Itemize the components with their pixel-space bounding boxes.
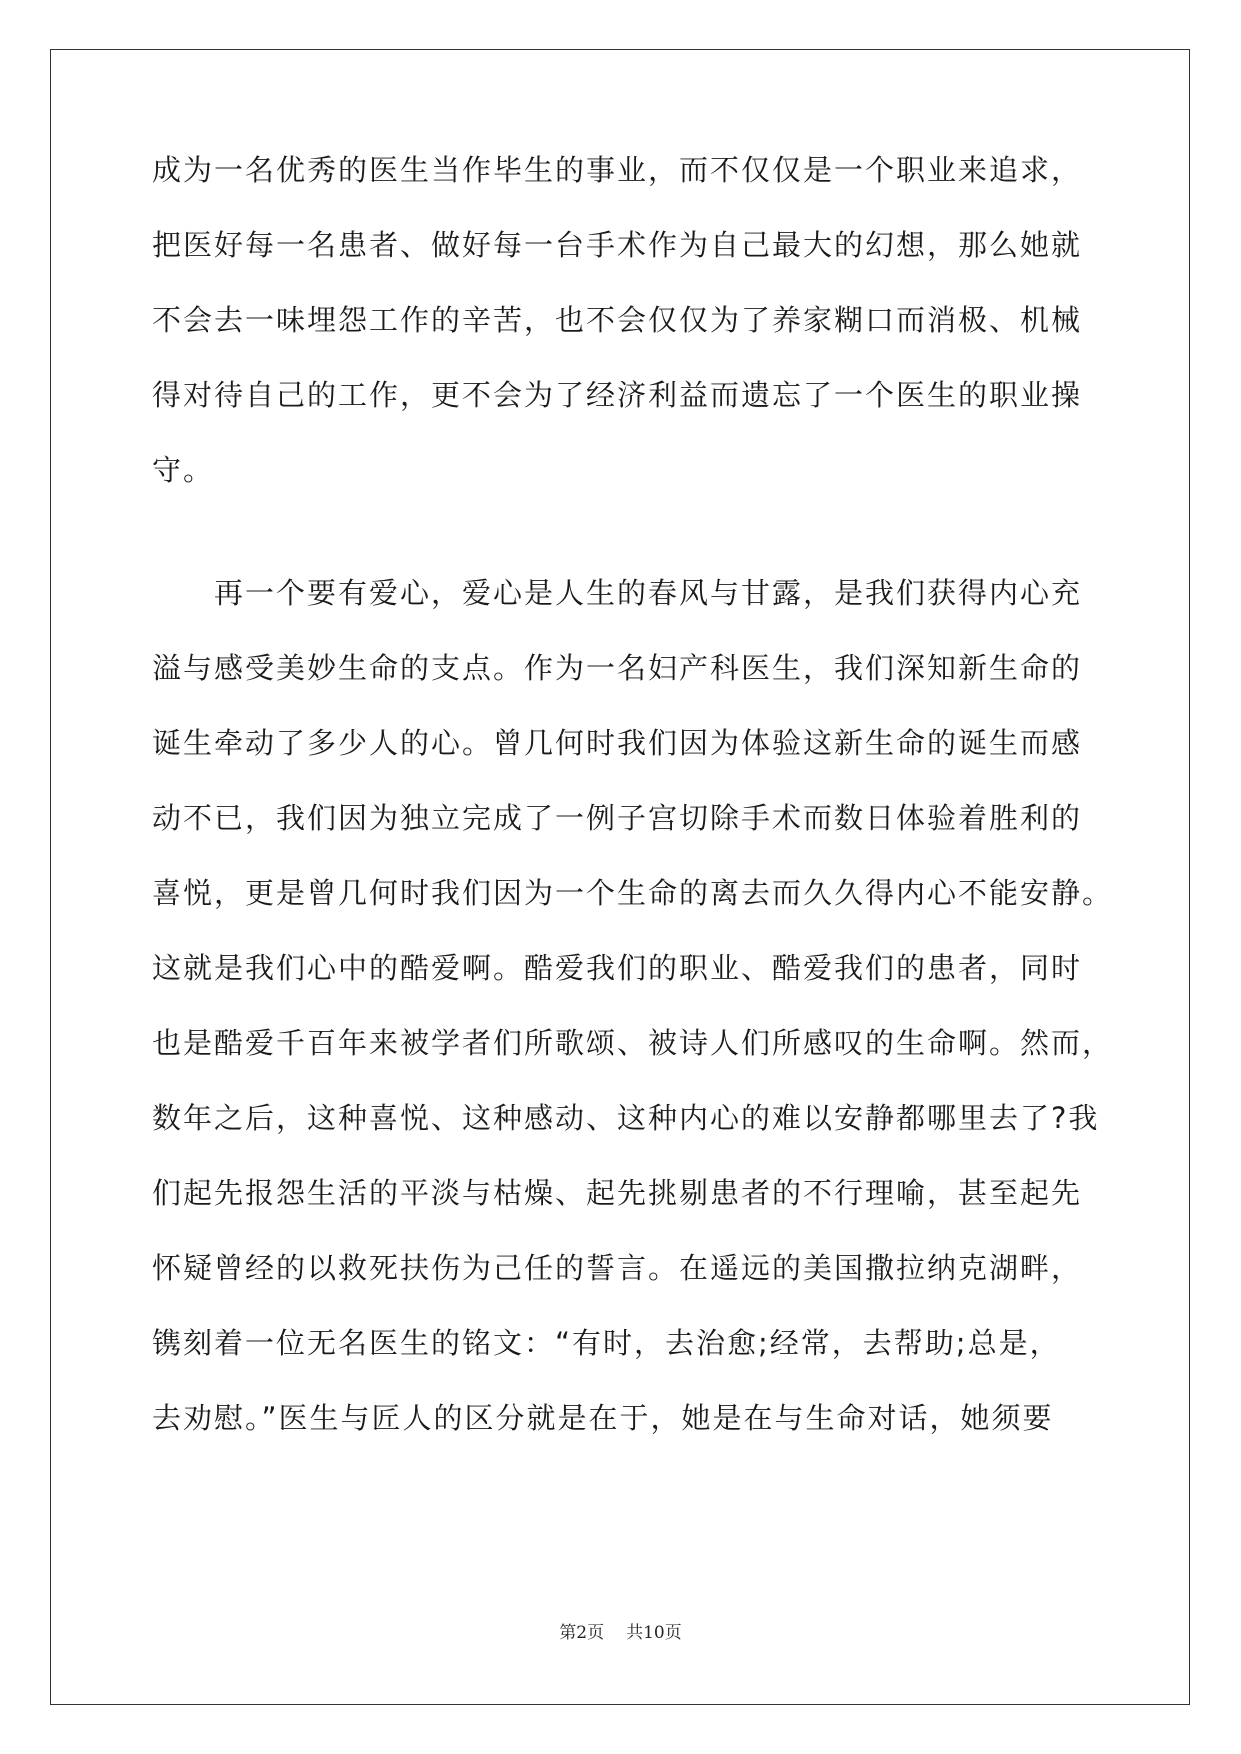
text-line: 诞生牵动了多少人的心。曾几何时我们因为体验这新生命的诞生而感 [152, 726, 1083, 760]
text-line: 成为一名优秀的医生当作毕生的事业，而不仅仅是一个职业来追求， [152, 153, 1083, 187]
text-line: 不会去一味埋怨工作的辛苦，也不会仅仅为了养家糊口而消极、机械 [152, 303, 1083, 337]
text-line: 这就是我们心中的酷爱啊。酷爱我们的职业、酷爱我们的患者，同时 [152, 951, 1083, 985]
text-line: 喜悦，更是曾几何时我们因为一个生命的离去而久久得内心不能安静。 [152, 876, 1114, 910]
text-line: 溢与感受美妙生命的支点。作为一名妇产科医生，我们深知新生命的 [152, 651, 1083, 685]
text-line: 也是酷爱千百年来被学者们所歌颂、被诗人们所感叹的生命啊。然而， [152, 1026, 1114, 1060]
text-line: 把医好每一名患者、做好每一台手术作为自己最大的幻想，那么她就 [152, 228, 1083, 262]
page-footer [0, 1621, 1241, 1645]
text-line: 动不已，我们因为独立完成了一例子宫切除手术而数日体验着胜利的 [152, 801, 1083, 835]
text-line: 去劝慰。”医生与匠人的区分就是在于，她是在与生命对话，她须要 [152, 1401, 1054, 1435]
text-line: 怀疑曾经的以救死扶伤为己任的誓言。在遥远的美国撒拉纳克湖畔， [152, 1251, 1083, 1285]
text-line: 守。 [152, 453, 215, 487]
text-line: 们起先报怨生活的平淡与枯燥、起先挑剔患者的不行理喻，甚至起先 [152, 1176, 1083, 1210]
page-number-current: 第2页 [559, 1623, 605, 1643]
text-line: 镌刻着一位无名医生的铭文：“有时，去治愈;经常，去帮助;总是， [152, 1326, 1061, 1360]
paragraph-first-line: 再一个要有爱心，爱心是人生的春风与甘露，是我们获得内心充 [214, 576, 1083, 610]
page-number-total: 共10页 [626, 1623, 682, 1643]
text-line: 数年之后，这种喜悦、这种感动、这种内心的难以安静都哪里去了?我 [152, 1101, 1100, 1135]
text-line: 得对待自己的工作，更不会为了经济利益而遗忘了一个医生的职业操 [152, 378, 1083, 412]
